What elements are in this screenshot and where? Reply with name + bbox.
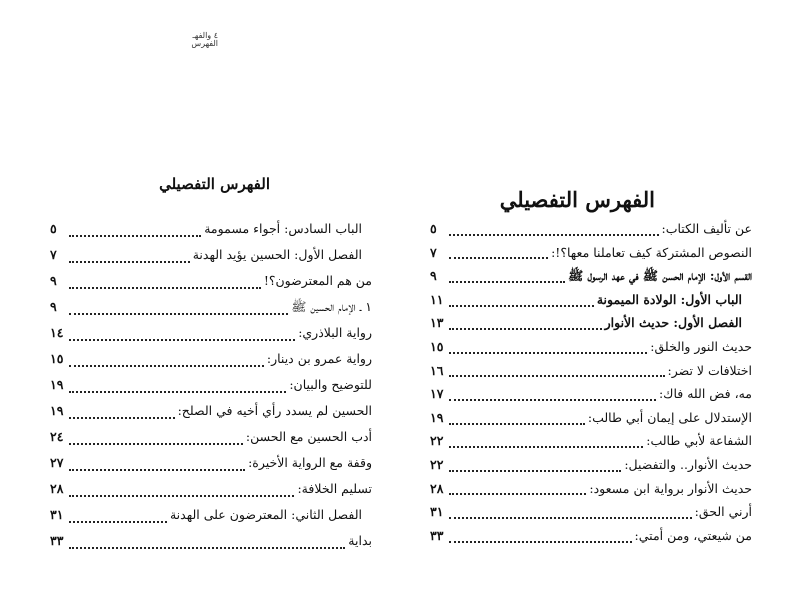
toc-entry-page: ٥ bbox=[50, 221, 57, 236]
toc-entry bbox=[50, 272, 372, 298]
toc-entry-page: ٣٣ bbox=[430, 527, 444, 543]
toc-entry bbox=[430, 244, 752, 268]
toc-entry-page: ١١ bbox=[430, 291, 444, 307]
toc-entry-page: ٧ bbox=[50, 247, 57, 262]
dot-leader bbox=[449, 446, 643, 448]
toc-entry-title: القسم الأول: الإمام الحسن ﷺ في عهد الرسول ﷺ bbox=[568, 268, 752, 284]
dot-leader bbox=[69, 339, 295, 341]
dot-leader bbox=[69, 261, 190, 263]
dot-leader bbox=[69, 391, 286, 393]
toc-entry bbox=[50, 220, 372, 246]
toc-entry-title: بداية bbox=[348, 533, 372, 548]
toc-entry-page: ٥ bbox=[430, 221, 437, 236]
toc-entry-page: ٩ bbox=[430, 268, 437, 284]
toc-entry-title: رواية البلاذري: bbox=[298, 325, 372, 340]
toc-entry-title: للتوضيح والبيان: bbox=[289, 377, 372, 392]
toc-entry-title: الباب السادس: أجواء مسمومة bbox=[204, 221, 362, 236]
toc-entry bbox=[50, 298, 372, 324]
toc-entry-title: أدب الحسين مع الحسن: bbox=[245, 429, 372, 444]
toc-entry-page: ١٣ bbox=[430, 315, 444, 331]
toc-entry bbox=[50, 246, 372, 272]
dot-leader bbox=[449, 328, 602, 330]
dot-leader bbox=[449, 517, 692, 519]
toc-entry bbox=[430, 432, 752, 456]
running-header-line1: ٤ والفهـ bbox=[192, 31, 218, 40]
toc-entry bbox=[430, 480, 752, 504]
toc-entry-title: مه، فض الله فاك: bbox=[658, 386, 752, 402]
dot-leader bbox=[69, 365, 264, 367]
right-toc-list bbox=[430, 220, 752, 550]
dot-leader bbox=[69, 417, 175, 419]
toc-entry-page: ٢٢ bbox=[430, 433, 444, 449]
toc-entry-title: الشفاعة لأبي طالب: bbox=[646, 433, 752, 449]
dot-leader bbox=[449, 234, 659, 236]
dot-leader bbox=[69, 521, 167, 523]
toc-entry-title: الباب الأول: الولادة الميمونة bbox=[596, 291, 742, 307]
toc-entry-page: ٢٨ bbox=[50, 481, 64, 496]
toc-entry-page: ١٩ bbox=[50, 403, 64, 418]
dot-leader bbox=[449, 423, 585, 425]
toc-entry bbox=[50, 506, 372, 532]
toc-entry-page: ٢٨ bbox=[430, 480, 444, 496]
toc-entry bbox=[430, 291, 752, 315]
toc-entry-title: ١ ـ الإمام الحسين ﷺ bbox=[291, 299, 372, 314]
toc-entry-page: ١٥ bbox=[430, 338, 444, 354]
dot-leader bbox=[449, 352, 647, 354]
toc-entry bbox=[50, 454, 372, 480]
dot-leader bbox=[69, 547, 345, 549]
toc-entry bbox=[50, 324, 372, 350]
toc-entry-page: ٢٢ bbox=[430, 456, 444, 472]
toc-entry-title: عن تأليف الكتاب: bbox=[661, 221, 752, 236]
toc-entry bbox=[430, 385, 752, 409]
left-toc-list bbox=[50, 220, 372, 558]
toc-entry bbox=[50, 350, 372, 376]
toc-entry-title: الإستدلال على إيمان أبي طالب: bbox=[587, 409, 752, 425]
toc-entry bbox=[50, 428, 372, 454]
dot-leader bbox=[449, 257, 548, 259]
toc-entry-page: ١٧ bbox=[430, 386, 444, 402]
toc-entry-title: النصوص المشتركة كيف تعاملنا معها؟!: bbox=[551, 244, 752, 260]
toc-entry-page: ٣١ bbox=[50, 507, 64, 522]
dot-leader bbox=[69, 495, 294, 497]
dot-leader bbox=[69, 469, 245, 471]
toc-entry-title: وقفة مع الرواية الأخيرة: bbox=[248, 455, 372, 470]
toc-entry bbox=[50, 402, 372, 428]
toc-entry bbox=[430, 456, 752, 480]
toc-entry-title: الحسين لم يسدد رأي أخيه في الصلح: bbox=[177, 403, 372, 418]
toc-entry-page: ٣٣ bbox=[50, 533, 64, 548]
toc-entry bbox=[430, 409, 752, 433]
toc-entry bbox=[430, 362, 752, 386]
dot-leader bbox=[449, 493, 586, 495]
dot-leader bbox=[69, 313, 288, 315]
toc-entry-title: الفصل الأول: الحسين يؤيد الهدنة bbox=[192, 247, 362, 262]
toc-entry-title: من شيعتي، ومن أمتي: bbox=[634, 527, 752, 543]
toc-entry bbox=[430, 503, 752, 527]
toc-entry-title: الفصل الأول: حديث الأنوار bbox=[604, 315, 742, 331]
toc-entry bbox=[430, 314, 752, 338]
dot-leader bbox=[449, 375, 665, 377]
toc-entry bbox=[430, 220, 752, 244]
dot-leader bbox=[69, 235, 201, 237]
toc-entry-page: ١٦ bbox=[430, 362, 444, 378]
toc-entry-title: حديث الأنوار برواية ابن مسعود: bbox=[589, 480, 752, 496]
dot-leader bbox=[449, 305, 594, 307]
running-header-line2: الفهرس bbox=[191, 39, 218, 48]
toc-entry-title: حديث النور والخلق: bbox=[650, 338, 752, 354]
toc-entry-page: ٧ bbox=[430, 244, 437, 260]
toc-entry-title: أرني الحق: bbox=[694, 504, 752, 520]
toc-entry-title: اختلافات لا تضر: bbox=[667, 362, 752, 378]
toc-entry-page: ٣١ bbox=[430, 504, 444, 520]
left-page-title: الفهرس التفصيلي bbox=[159, 175, 270, 193]
toc-entry bbox=[430, 338, 752, 362]
toc-entry-page: ٢٧ bbox=[50, 455, 64, 470]
toc-entry-page: ١٩ bbox=[430, 409, 444, 425]
toc-entry-page: ٩ bbox=[50, 273, 57, 288]
right-page-title: الفهرس التفصيلي bbox=[499, 187, 655, 212]
dot-leader bbox=[449, 399, 656, 401]
toc-entry-title: رواية عمرو بن دينار: bbox=[266, 351, 372, 366]
toc-entry bbox=[50, 376, 372, 402]
toc-entry-title: الفصل الثاني: المعترضون على الهدنة bbox=[169, 507, 362, 522]
toc-entry bbox=[430, 527, 752, 551]
toc-entry bbox=[50, 532, 372, 558]
dot-leader bbox=[69, 287, 261, 289]
toc-entry bbox=[50, 480, 372, 506]
toc-entry-page: ٩ bbox=[50, 299, 57, 314]
toc-entry-title: تسليم الخلافة: bbox=[297, 481, 372, 496]
toc-entry-page: ١٤ bbox=[50, 325, 64, 340]
dot-leader bbox=[449, 470, 621, 472]
toc-entry bbox=[430, 267, 752, 291]
running-header-mark bbox=[168, 32, 218, 50]
dot-leader bbox=[449, 281, 565, 283]
dot-leader bbox=[449, 541, 632, 543]
toc-entry-page: ١٩ bbox=[50, 377, 64, 392]
toc-entry-title: من هم المعترضون؟! bbox=[263, 273, 372, 288]
dot-leader bbox=[69, 443, 243, 445]
toc-entry-page: ١٥ bbox=[50, 351, 64, 366]
toc-entry-title: حديث الأنوار.. والتفضيل: bbox=[624, 456, 752, 472]
toc-entry-page: ٢٤ bbox=[50, 429, 64, 444]
